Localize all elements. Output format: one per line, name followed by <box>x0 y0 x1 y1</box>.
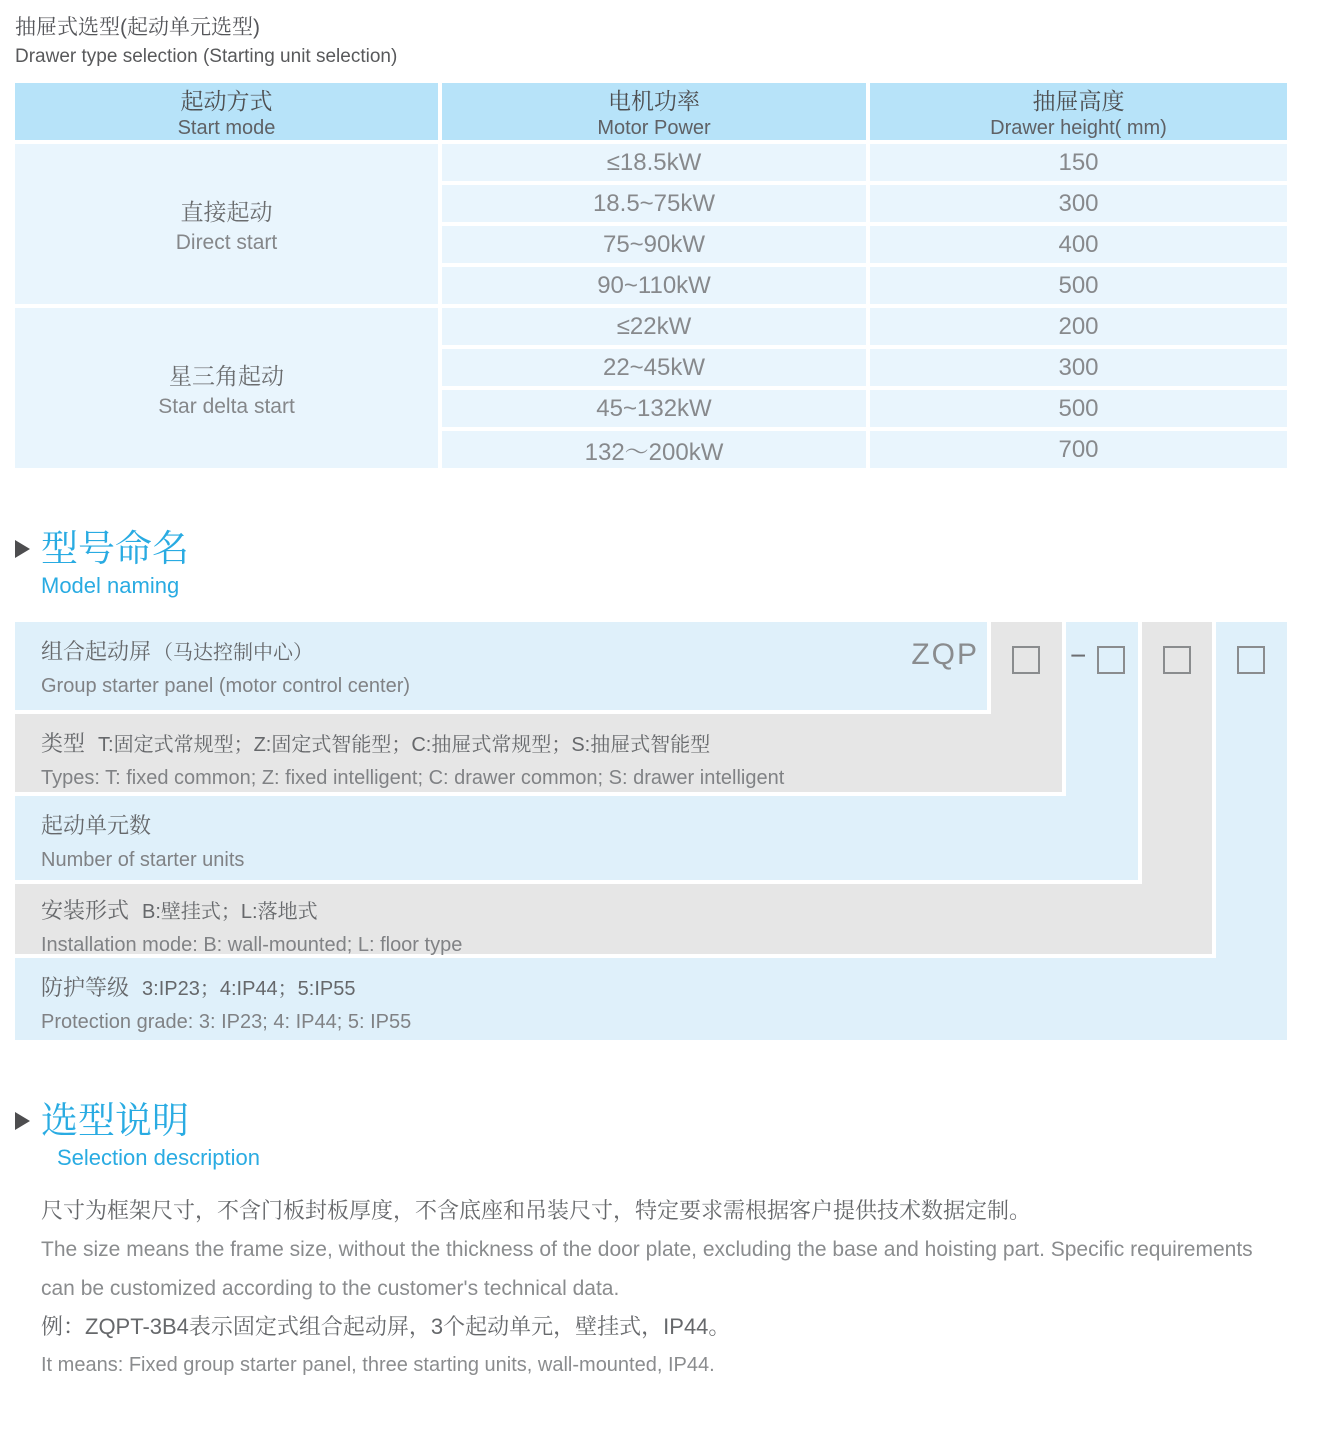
model-code-box-type <box>1012 646 1040 674</box>
section-title-en: Model naming <box>41 573 180 598</box>
model-code-box-installation <box>1163 646 1191 674</box>
drawer-selection-table <box>15 83 1283 468</box>
table-cell-power: ≤18.5kW <box>442 144 866 181</box>
triangle-bullet-icon <box>15 1112 30 1130</box>
band-label-zh: 起动单元数 <box>41 813 152 838</box>
table-cell-star-delta-start <box>15 308 438 468</box>
table-cell-power: 18.5~75kW <box>442 185 866 222</box>
header-en: Start mode <box>177 117 276 139</box>
section-title-en: Selection description <box>57 1145 261 1170</box>
model-row-types <box>15 714 1062 792</box>
table-cell-height: 500 <box>870 267 1287 304</box>
model-code-box-protection <box>1237 646 1265 674</box>
mode-label-en: Star delta start <box>158 394 295 418</box>
table-cell-power: 22~45kW <box>442 349 866 386</box>
table-cell-height: 200 <box>870 308 1287 345</box>
selection-note-en: The size means the frame size, without the thickness of the door plate, excluding the base and hoisting part. Specific requirements can be customized according to the customer's technical data. <box>41 1238 1253 1300</box>
selection-example-en: It means: Fixed group starter panel, three starting units, wall-mounted, IP44. <box>41 1354 715 1376</box>
table-header-row <box>15 83 1283 140</box>
mode-label-en: Direct start <box>175 230 278 254</box>
table-header-drawer-height <box>870 83 1287 140</box>
table-cell-height: 700 <box>870 431 1287 468</box>
model-code-box-unit-count <box>1097 646 1125 674</box>
mode-label-zh: 直接起动 <box>180 198 273 225</box>
header-zh: 起动方式 <box>180 88 273 114</box>
model-row-unit-count <box>15 796 1138 880</box>
table-cell-power: 90~110kW <box>442 267 866 304</box>
model-code-prefix: ZQP <box>911 638 979 671</box>
model-row-installation <box>15 884 1212 954</box>
table-cell-height: 300 <box>870 185 1287 222</box>
table-header-start-mode <box>15 83 438 140</box>
band-label-en: Group starter panel (motor control center) <box>41 675 411 697</box>
band-label-en: Number of starter units <box>41 849 245 871</box>
band-label-en: Installation mode: B: wall-mounted; L: floor type <box>41 934 463 956</box>
table-cell-height: 300 <box>870 349 1287 386</box>
table-cell-power: ≤22kW <box>442 308 866 345</box>
header-zh: 抽屉高度 <box>1032 88 1125 114</box>
section-title-zh: 型号命名 <box>41 528 189 569</box>
band-detail-zh: T:固定式常规型；Z:固定式智能型；C:抽屉式常规型；S:抽屉式智能型 <box>98 734 711 756</box>
page-title-zh: 抽屉式选型(起动单元选型) <box>15 16 260 39</box>
table-body <box>15 144 1283 468</box>
band-label-zh: 防护等级 <box>41 975 130 1000</box>
section-title-zh: 选型说明 <box>41 1100 189 1141</box>
band-detail-zh: 3:IP23；4:IP44；5:IP55 <box>142 978 356 1000</box>
triangle-bullet-icon <box>15 540 30 558</box>
table-cell-height: 400 <box>870 226 1287 263</box>
table-cell-height: 150 <box>870 144 1287 181</box>
band-label-en: Types: T: fixed common; Z: fixed intelligent; C: drawer common; S: drawer intelligent <box>41 767 785 789</box>
model-row-protection <box>15 958 1287 1040</box>
table-header-motor-power <box>442 83 866 140</box>
band-detail-zh: （马达控制中心） <box>153 642 314 664</box>
band-label-zh: 安装形式 <box>41 898 130 923</box>
page-title-en: Drawer type selection (Starting unit selection) <box>15 46 398 67</box>
model-code-dash: − <box>1070 640 1087 671</box>
table-cell-power: 132～200kW <box>442 431 866 468</box>
section-heading-selection-description <box>15 1100 1307 1172</box>
table-cell-direct-start <box>15 144 438 304</box>
header-en: Motor Power <box>597 117 711 139</box>
table-cell-power: 45~132kW <box>442 390 866 427</box>
table-cell-height: 500 <box>870 390 1287 427</box>
header-zh: 电机功率 <box>608 88 700 114</box>
model-naming-diagram <box>15 622 1287 1040</box>
mode-label-zh: 星三角起动 <box>169 362 284 389</box>
band-label-zh: 组合起动屏 <box>41 639 152 664</box>
band-label-en: Protection grade: 3: IP23; 4: IP44; 5: IP55 <box>41 1011 412 1033</box>
selection-description-text <box>41 1192 1291 1384</box>
section-heading-model-naming <box>15 528 1307 600</box>
header-en: Drawer height( mm) <box>990 117 1167 139</box>
band-detail-zh: B:壁挂式；L:落地式 <box>142 901 318 923</box>
table-cell-power: 75~90kW <box>442 226 866 263</box>
selection-note-zh: 尺寸为框架尺寸，不含门板封板厚度，不含底座和吊装尺寸，特定要求需根据客户提供技术数据定制。 <box>41 1198 1032 1223</box>
selection-example-zh: 例：ZQPT-3B4表示固定式组合起动屏，3个起动单元，壁挂式，IP44。 <box>41 1314 731 1339</box>
band-label-zh: 类型 <box>41 731 86 756</box>
